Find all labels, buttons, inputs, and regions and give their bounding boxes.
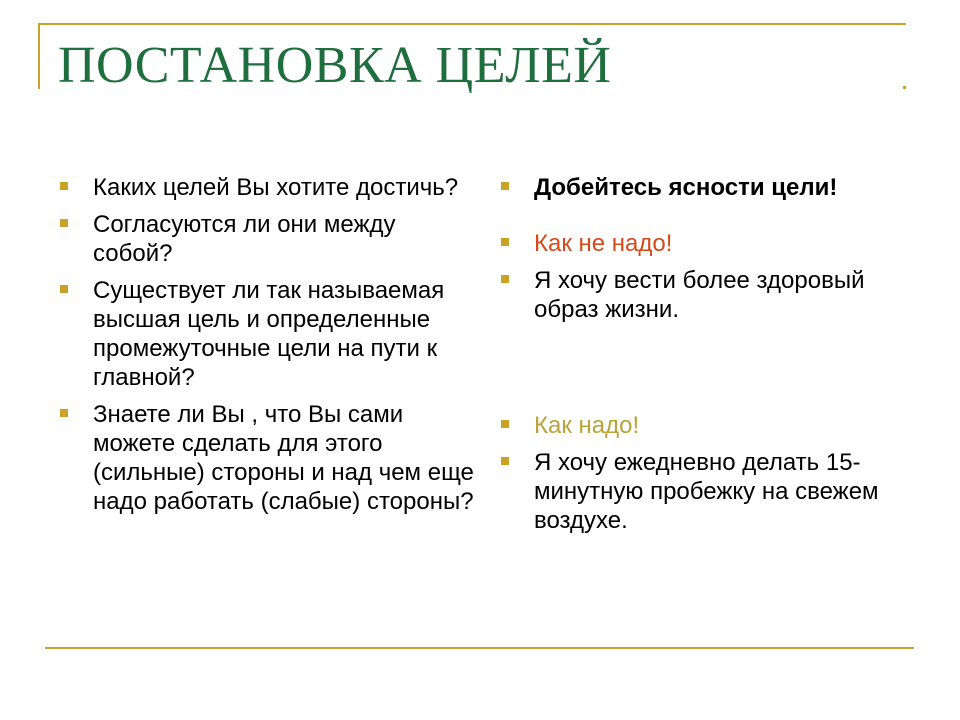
question-item-4: Знаете ли Вы , что Вы сами можете сделать для этого (сильные) стороны и над чем еще надо работать (слабые) стороны? xyxy=(56,400,476,516)
slide-title: ПОСТАНОВКА ЦЕЛЕЙ xyxy=(58,37,612,94)
left-bullet-list xyxy=(56,173,476,524)
question-item-1: Каких целей Вы хотите достичь? xyxy=(56,173,476,202)
wrong-way-example: Я хочу вести более здоровый образ жизни. xyxy=(497,266,917,324)
right-way-label: Как надо! xyxy=(497,411,917,440)
wrong-way-label: Как не надо! xyxy=(497,229,917,258)
frame-top-line xyxy=(38,23,906,25)
bottom-divider-line xyxy=(45,647,914,649)
question-item-3: Существует ли так называемая высшая цель и определенные промежуточные цели на пути к главной? xyxy=(56,276,476,392)
frame-left-line xyxy=(38,23,40,89)
frame-right-tick xyxy=(903,86,906,89)
right-way-example: Я хочу ежедневно делать 15-минутную пробежку на свежем воздухе. xyxy=(497,448,917,535)
question-item-2: Согласуются ли они между собой? xyxy=(56,210,476,268)
right-bullet-list xyxy=(497,173,917,543)
clarity-heading: Добейтесь ясности цели! xyxy=(497,173,917,202)
